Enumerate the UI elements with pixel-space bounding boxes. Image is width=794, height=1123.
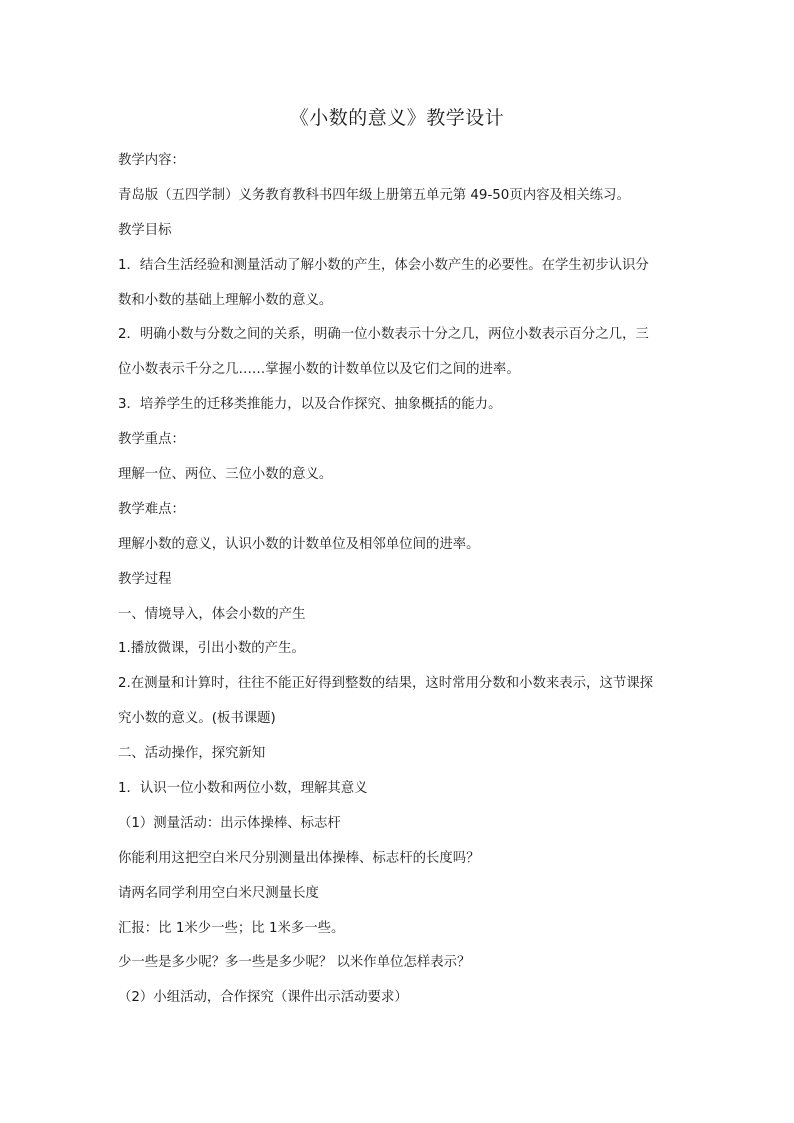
document-body: [118, 144, 678, 1016]
paragraph-line: 数和小数的基础上理解小数的意义。: [118, 292, 333, 308]
paragraph-line: （1）测量活动：出示体操棒、标志杆: [118, 815, 341, 831]
section-heading-process: 教学过程: [118, 571, 172, 587]
subsection-heading: 一、情境导入，体会小数的产生: [118, 606, 306, 622]
subsection-heading: 二、活动操作，探究新知: [118, 746, 266, 762]
paragraph-line: 1．认识一位小数和两位小数，理解其意义: [118, 781, 368, 797]
section-heading-objectives: 教学目标: [118, 222, 172, 238]
paragraph-line: 理解小数的意义，认识小数的计数单位及相邻单位间的进率。: [118, 536, 480, 552]
paragraph-line: （2）小组活动，合作探究（课件出示活动要求）: [118, 990, 408, 1006]
paragraph-line: 少一些是多少呢？多一些是多少呢？ 以米作单位怎样表示？: [118, 955, 471, 971]
paragraph-line: 青岛版（五四学制）义务教育教科书四年级上册第五单元第 49-50页内容及相关练习。: [118, 187, 630, 203]
paragraph-line: 1.播放微课，引出小数的产生。: [118, 641, 305, 657]
paragraph-line: 2．明确小数与分数之间的关系，明确一位小数表示十分之几，两位小数表示百分之几，三: [118, 327, 649, 343]
document-title: 《小数的意义》教学设计: [289, 107, 505, 129]
paragraph-line: 理解一位、两位、三位小数的意义。: [118, 467, 333, 483]
paragraph-line: 位小数表示千分之几……掌握小数的计数单位以及它们之间的进率。: [118, 362, 520, 378]
paragraph-line: 汇报：比 1米少一些；比 1米多一些。: [118, 920, 345, 936]
section-heading-difficulties: 教学难点：: [118, 501, 185, 517]
paragraph-line: 究小数的意义。(板书课题): [118, 711, 276, 727]
paragraph-line: 3．培养学生的迁移类推能力，以及合作探究、抽象概括的能力。: [118, 397, 502, 413]
section-heading-content: 教学内容：: [118, 153, 185, 168]
paragraph-line: 1．结合生活经验和测量活动了解小数的产生，体会小数产生的必要性。在学生初步认识分: [118, 257, 649, 273]
paragraph-line: 你能利用这把空白米尺分别测量出体操棒、标志杆的长度吗？: [118, 850, 480, 866]
paragraph-line: 请两名同学利用空白米尺测量长度: [118, 885, 319, 901]
section-heading-key-points: 教学重点：: [118, 432, 185, 448]
paragraph-line: 2.在测量和计算时，往往不能正好得到整数的结果，这时常用分数和小数来表示，这节课探: [118, 676, 654, 692]
